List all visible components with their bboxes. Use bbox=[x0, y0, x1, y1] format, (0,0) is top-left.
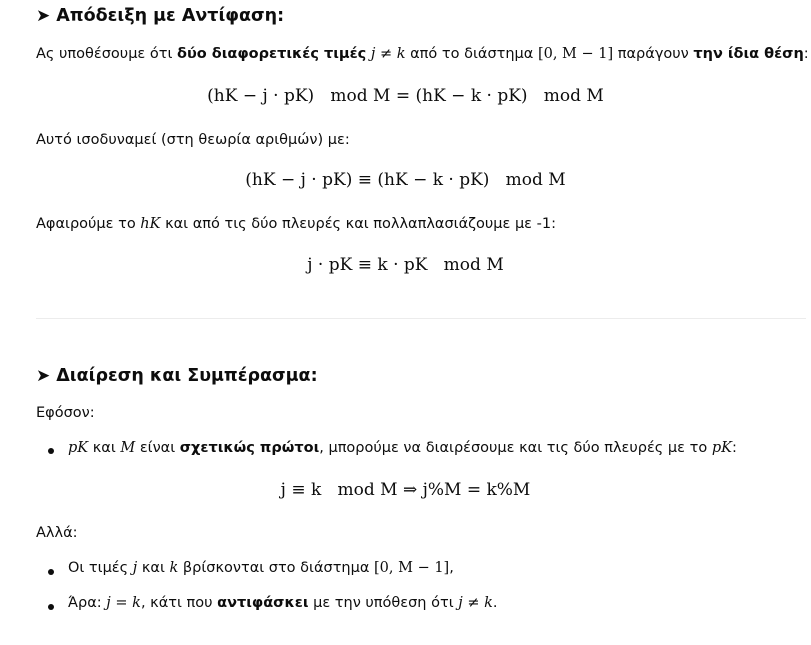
text: Άρα: bbox=[68, 595, 107, 611]
bullet-dot bbox=[48, 448, 54, 454]
section-heading-proof bbox=[36, 6, 284, 26]
math-inline: pK bbox=[68, 440, 89, 456]
text: και από τις δύο πλευρές και πολλαπλασιάζουμε με -1: bbox=[160, 216, 556, 232]
equation-4 bbox=[0, 480, 811, 500]
text: Ας υποθέσουμε ότι bbox=[36, 46, 177, 62]
text: παράγουν bbox=[613, 46, 694, 62]
bold-text: σχετικώς πρώτοι bbox=[179, 440, 320, 456]
equation-2 bbox=[0, 170, 811, 190]
equation-text: j ≡ k mod M ⇒ j%M = k%M bbox=[280, 480, 531, 500]
paragraph-assumption bbox=[36, 46, 809, 62]
paragraph-but bbox=[36, 525, 78, 541]
text: Εφόσον: bbox=[36, 405, 95, 421]
heading-text: Απόδειξη με Αντίφαση: bbox=[56, 6, 285, 26]
math-inline: M bbox=[120, 440, 136, 456]
math-inline: [0, M − 1] bbox=[537, 46, 614, 62]
math-inline: pK bbox=[711, 440, 732, 456]
paragraph-subtract bbox=[36, 216, 556, 232]
paragraph-equivalence bbox=[36, 132, 350, 148]
bullet-dot bbox=[48, 569, 54, 575]
arrow-icon: ➤ bbox=[36, 366, 51, 386]
text: Οι τιμές bbox=[68, 560, 133, 576]
text: Αφαιρούμε το bbox=[36, 216, 141, 232]
text: : bbox=[731, 440, 737, 456]
text: Αυτό ισοδυναμεί (στη θεωρία αριθμών) με: bbox=[36, 132, 350, 148]
list-item-contradiction bbox=[68, 595, 497, 611]
text: , κάτι που bbox=[140, 595, 218, 611]
section-heading-division bbox=[36, 366, 318, 386]
text: : bbox=[803, 46, 809, 62]
equation-3 bbox=[0, 255, 811, 275]
text: , bbox=[449, 560, 454, 576]
text: βρίσκονται στο διάστημα bbox=[178, 560, 375, 576]
text: με την υπόθεση ότι bbox=[308, 595, 459, 611]
bold-text: την ίδια θέση bbox=[693, 46, 804, 62]
arrow-icon: ➤ bbox=[36, 6, 51, 26]
bold-text: αντιφάσκει bbox=[217, 595, 309, 611]
equation-text: (hK − j · pK) mod M = (hK − k · pK) mod M bbox=[207, 86, 604, 106]
text: και bbox=[88, 440, 121, 456]
text: και bbox=[137, 560, 170, 576]
math-inline: [0, M − 1] bbox=[374, 560, 450, 576]
heading-text: Διαίρεση και Συμπέρασμα: bbox=[56, 366, 318, 386]
text: είναι bbox=[135, 440, 180, 456]
list-item-range bbox=[68, 560, 454, 576]
text: . bbox=[492, 595, 498, 611]
paragraph-since bbox=[36, 405, 95, 421]
list-item-coprime bbox=[68, 440, 737, 456]
equation-text: j · pK ≡ k · pK mod M bbox=[307, 255, 504, 275]
math-inline: j ≠ k bbox=[370, 46, 406, 62]
math-inline: hK bbox=[140, 216, 161, 232]
math-inline: j = k bbox=[106, 595, 141, 611]
text: , μπορούμε να διαιρέσουμε και τις δύο πλευρές με το bbox=[319, 440, 712, 456]
equation-text: (hK − j · pK) ≡ (hK − k · pK) mod M bbox=[245, 170, 566, 190]
math-inline: j ≠ k bbox=[458, 595, 493, 611]
section-divider bbox=[36, 318, 806, 319]
bullet-dot bbox=[48, 604, 54, 610]
text: Αλλά: bbox=[36, 525, 78, 541]
text: από το διάστημα bbox=[405, 46, 538, 62]
equation-1 bbox=[0, 86, 811, 106]
bold-text: δύο διαφορετικές τιμές bbox=[176, 46, 367, 62]
math-inline: k bbox=[169, 560, 179, 576]
math-inline: j bbox=[132, 560, 138, 576]
